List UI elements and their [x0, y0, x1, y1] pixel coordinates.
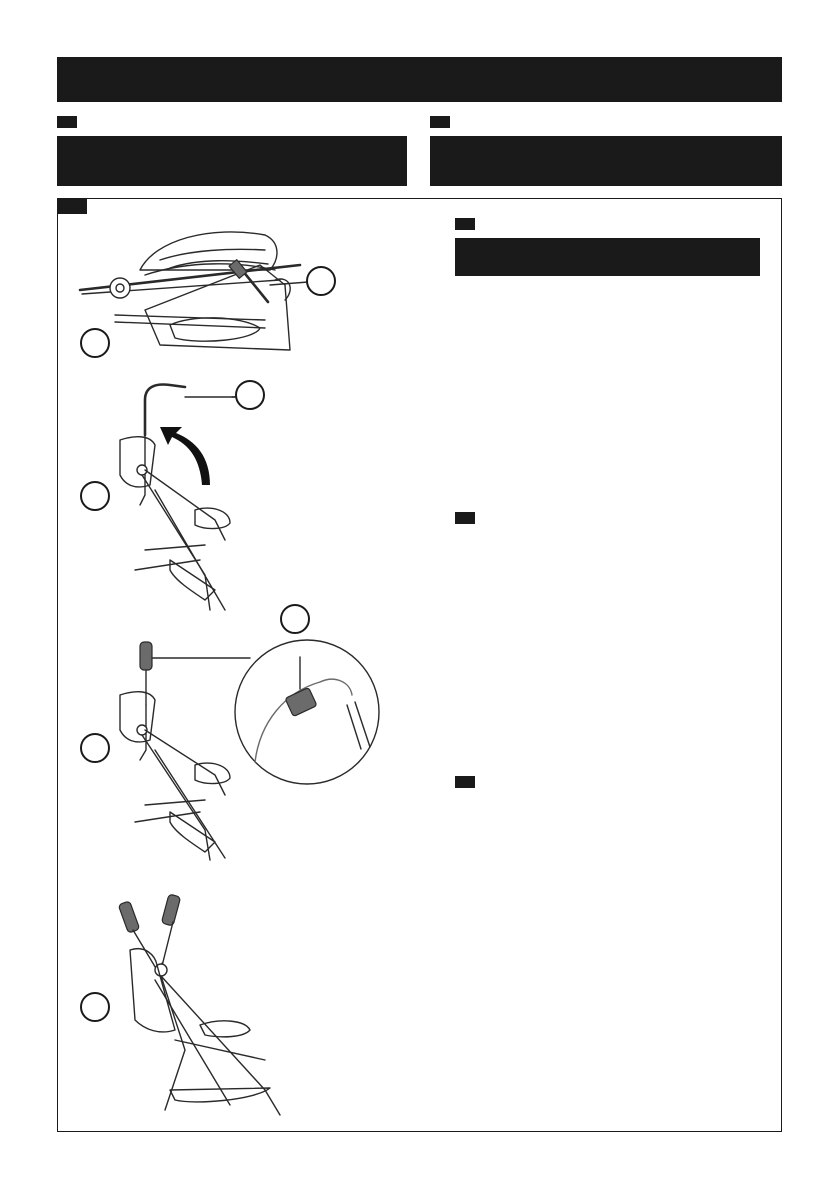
text-block-1-tag — [455, 218, 475, 230]
figure-panel-tag — [57, 198, 87, 214]
text-block-3-tag — [455, 776, 475, 788]
header-bar — [57, 57, 782, 102]
opened-stroller-illustration — [115, 890, 295, 1120]
step-2-number-circle — [80, 481, 110, 511]
folded-stroller-illustration — [70, 220, 350, 365]
text-block-1-heading-bar — [455, 238, 760, 276]
left-section-tag — [57, 116, 77, 128]
step-1-callout-circle — [306, 266, 336, 296]
step-3-callout-circle — [280, 604, 310, 634]
left-section-heading-bar — [57, 136, 407, 186]
handle-detail-magnifier — [230, 637, 385, 787]
step-3-number-circle — [80, 733, 110, 763]
text-block-2-tag — [455, 512, 475, 524]
unfolding-stroller-illustration — [110, 375, 280, 615]
step-2-callout-circle — [235, 380, 265, 410]
step-4-number-circle — [80, 992, 110, 1022]
step-1-number-circle — [80, 328, 110, 358]
right-section-tag — [430, 116, 450, 128]
right-section-heading-bar — [430, 136, 782, 186]
